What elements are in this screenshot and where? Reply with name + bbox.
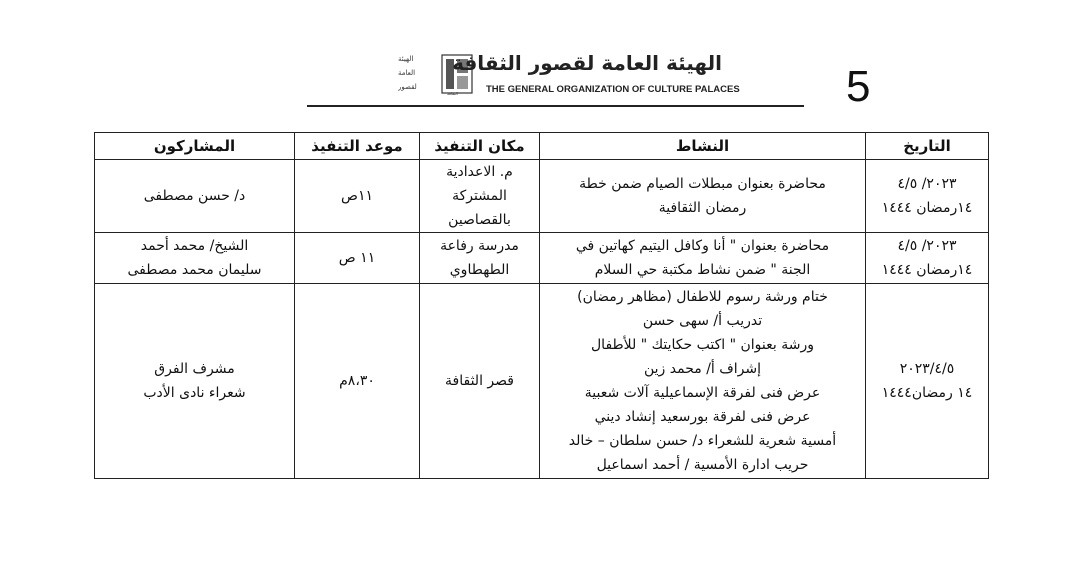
table-row: [95, 284, 989, 479]
table-row: [95, 160, 989, 233]
place-line: قصر الثقافة: [445, 373, 514, 389]
date-gregorian: ٢٠٢٣/ ٤/٥: [897, 238, 957, 254]
table-header-row: [95, 133, 989, 160]
activity-cell: [540, 160, 866, 233]
activity-line: حريب ادارة الأمسية / أحمد اسماعيل: [596, 457, 809, 473]
time-value: ١١ ص: [338, 250, 376, 266]
place-line: م. الاعدادية: [446, 164, 513, 180]
activity-line: رمضان الثقافية: [658, 200, 747, 216]
table-row: [95, 233, 989, 284]
page-number: 5: [846, 62, 871, 111]
place-line: المشتركة: [452, 188, 507, 204]
header-participants: المشاركون: [95, 133, 295, 160]
date-cell: [866, 160, 989, 233]
date-hijri: ١٤رمضان ١٤٤٤: [881, 262, 973, 278]
time-value: ٨،٣٠م: [339, 373, 375, 389]
activity-line: ختام ورشة رسوم للاطفال (مظاهر رمضان): [577, 289, 828, 305]
activities-table: [94, 132, 989, 479]
header-date: التاريخ: [866, 133, 989, 160]
time-cell: [295, 284, 420, 479]
activity-line: أمسية شعرية للشعراء د/ حسن سلطان – خالد: [568, 433, 837, 449]
date-hijri: ١٤ رمضان١٤٤٤: [881, 385, 973, 401]
activity-cell: [540, 233, 866, 284]
participants-cell: [95, 284, 295, 479]
activity-line: إشراف أ/ محمد زين: [644, 361, 761, 377]
organization-english-name: THE GENERAL ORGANIZATION OF CULTURE PALACES: [486, 84, 740, 95]
activity-line: محاضرة بعنوان مبطلات الصيام ضمن خطة: [579, 176, 826, 192]
emblem-word: لقصور: [398, 83, 417, 91]
place-cell: [420, 284, 540, 479]
place-line: بالقصاصين: [448, 212, 511, 228]
emblem-word: العامة: [398, 69, 416, 77]
participants-cell: [95, 233, 295, 284]
activity-line: عرض فنى لفرقة الإسماعيلية آلات شعبية: [584, 385, 821, 401]
activity-line: الجنة " ضمن نشاط مكتبة حي السلام: [594, 262, 811, 278]
activity-line: ورشة بعنوان " اكتب حكايتك " للأطفال: [591, 337, 814, 353]
date-cell: [866, 233, 989, 284]
header-time: موعد التنفيذ: [295, 133, 420, 160]
organization-logo: [398, 49, 740, 101]
participants-cell: [95, 160, 295, 233]
activity-line: محاضرة بعنوان " أنا وكافل اليتيم كهاتين في: [575, 238, 830, 254]
participant: د/ حسن مصطفى: [143, 188, 246, 204]
participant: مشرف الفرق: [154, 361, 235, 377]
activity-cell: [540, 284, 866, 479]
emblem-word: الهيئة: [398, 55, 414, 63]
time-value: ١١ص: [341, 188, 373, 204]
date-gregorian: ٢٠٢٣/٤/٥: [899, 361, 955, 377]
header-divider: [307, 105, 804, 107]
activity-line: تدريب أ/ سهى حسن: [642, 313, 763, 329]
place-cell: [420, 160, 540, 233]
participant: شعراء نادى الأدب: [143, 385, 246, 401]
participant: الشيخ/ محمد أحمد: [140, 238, 249, 254]
header-activity: النشاط: [540, 133, 866, 160]
participant: سليمان محمد مصطفى: [127, 262, 262, 278]
date-hijri: ١٤رمضان ١٤٤٤: [881, 200, 973, 216]
place-line: الطهطاوي: [449, 262, 510, 278]
time-cell: [295, 233, 420, 284]
organization-arabic-name: الهيئة العامة لقصور الثقافة: [452, 51, 722, 75]
date-cell: [866, 284, 989, 479]
emblem-word: الثقافة: [447, 91, 458, 96]
time-cell: [295, 160, 420, 233]
header-place: مكان التنفيذ: [420, 133, 540, 160]
date-gregorian: ٢٠٢٣/ ٤/٥: [897, 176, 957, 192]
place-line: مدرسة رفاعة: [440, 238, 519, 254]
activity-line: عرض فنى لفرقة بورسعيد إنشاد ديني: [594, 409, 811, 425]
place-cell: [420, 233, 540, 284]
